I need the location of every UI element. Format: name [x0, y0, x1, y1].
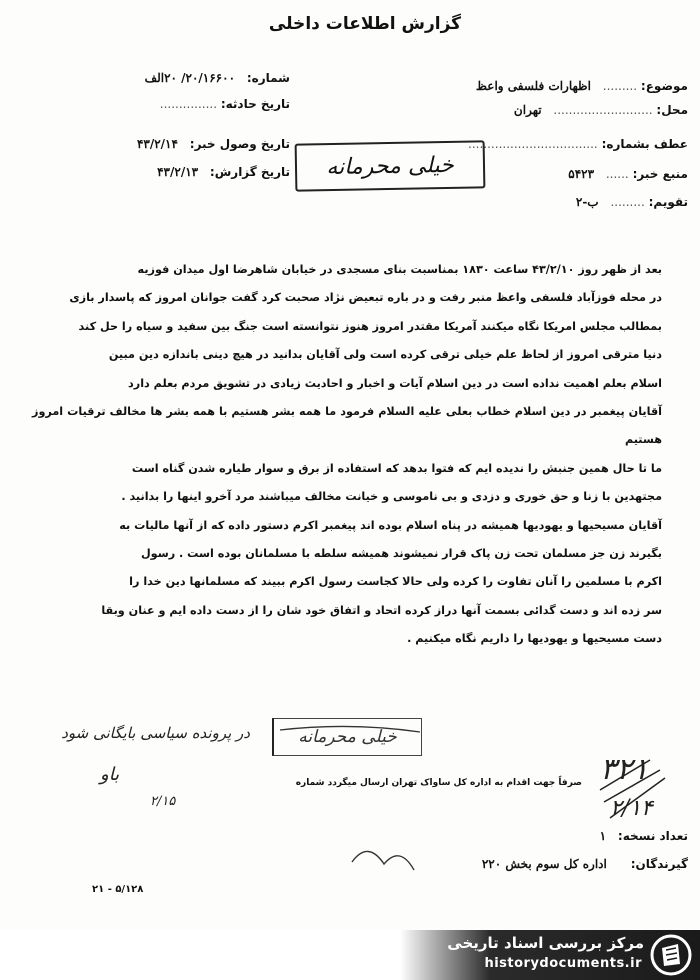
- subject-label: موضوع:: [640, 79, 688, 93]
- header-reference: [468, 136, 688, 152]
- received-date-value: ۴۳/۲/۱۴: [136, 137, 178, 151]
- header-number: [80, 70, 290, 86]
- received-date-label: تاریخ وصول خبر:: [189, 137, 290, 151]
- header-received-date: [80, 136, 290, 152]
- body-line: آقایان پیغمبر در دین اسلام خطاب بعلی علیه السلام فرمود ما همه بشر هستیم با همه بشر ها مخالف ترقیات امروز هستیم: [32, 405, 662, 447]
- routing-note: صرفاً جهت اقدام به اداره کل ساواک تهران ارسال میگردد شماره: [295, 778, 582, 788]
- evaluation-label: تقویم:: [648, 195, 688, 209]
- body-line: اکرم با مسلمین را آنان تفاوت را کرده ولی حالا کجاست رسول اکرم ببیند که مسلمانها دین خدا را: [129, 575, 662, 589]
- body-line: اسلام بعلم اهمیت نداده است در دین اسلام آیات و اخبار و احادیث زیادی در تشویق مردم بعلم دارد: [128, 376, 662, 390]
- header-evaluation: [576, 194, 688, 210]
- header-source: [568, 166, 688, 182]
- dots: .........: [610, 195, 645, 209]
- org-name: مرکز بررسی اسناد تاریخی: [447, 934, 644, 952]
- dots: ...............: [159, 97, 218, 111]
- copies-row: [600, 828, 688, 844]
- handwritten-initial: باو: [100, 764, 120, 785]
- dots: ..........................: [553, 103, 653, 117]
- dots: .........: [602, 79, 638, 93]
- number-label: شماره:: [246, 71, 290, 85]
- body-line: در محله فوزآباد فلسفی واعظ منبر رفت و در باره تبعیض نژاد صحبت کرد گفت جوانان امروز که پاسدار بازی: [69, 291, 662, 305]
- header-place: [514, 102, 688, 118]
- body-line: دنیا مترقی امروز از لحاظ علم خیلی ترقی کرده است ولی آقایان بدانید در هیچ دینی باندازه دین مبین: [108, 348, 662, 362]
- place-label: محل:: [656, 103, 688, 117]
- handwritten-note: در پرونده سیاسی بایگانی شود: [61, 724, 250, 742]
- bottom-code: ۲۱ - ۵/۱۲۸: [92, 884, 144, 895]
- source-label: منبع خبر:: [632, 167, 688, 181]
- margin-date: ۲/۱۴: [610, 796, 653, 821]
- header-report-date: [80, 164, 290, 180]
- header-subject: [476, 78, 688, 94]
- incident-date-label: تاریخ حادثه:: [220, 97, 290, 111]
- source-value: ۵۴۲۳: [568, 167, 595, 181]
- recipients-value: اداره کل سوم بخش ۲۲۰: [481, 857, 607, 871]
- dots: ..................................: [468, 137, 598, 151]
- classification-stamp: خیلی محرمانه: [295, 140, 486, 191]
- body-line: آقایان مسیحیها و یهودیها همیشه در پناه اسلام بوده اند پیغمبر اکرم دستور داده که از آنها مالیات به: [119, 518, 662, 532]
- body-line: بعد از ظهر روز ۴۳/۲/۱۰ ساعت ۱۸۳۰ بمناسبت بنای مسجدی در خیابان شاهرضا اول میدان فوزیه: [137, 263, 662, 276]
- report-date-value: ۴۳/۲/۱۳: [157, 165, 199, 179]
- margin-number: ۳۲۱: [600, 752, 649, 787]
- recipients-label: گیرندگان:: [630, 857, 688, 871]
- archive-logo-icon: [650, 934, 692, 976]
- report-date-label: تاریخ گزارش:: [209, 165, 290, 179]
- dots: ......: [605, 167, 629, 181]
- number-value: ۲۰/۱۶۶۰۰/ ۲۰الف: [144, 71, 236, 85]
- org-url[interactable]: historydocuments.ir: [484, 956, 642, 971]
- reference-label: عطف بشماره:: [601, 137, 688, 151]
- report-body: [32, 256, 662, 654]
- evaluation-value: ب-۲: [575, 195, 599, 209]
- body-line: بگیرند زن جز مسلمان تحت زن پاک قرار نمیشوند همیشه سلطه با مسلمانان بوده است . رسول: [140, 547, 662, 561]
- place-value: تهران: [513, 103, 542, 117]
- copies-label: تعداد نسخه:: [617, 829, 688, 843]
- body-line: ما تا حال همین جنبش را ندیده ایم که فتوا بدهد که استفاده از برق و سوار طیاره شدن گناه است: [131, 461, 662, 475]
- copies-value: ۱: [599, 829, 607, 843]
- subject-value: اظهارات فلسفی واعظ: [475, 79, 591, 93]
- body-line: مجتهدین با زنا و حق خوری و دزدی و بی ناموسی و خیانت مخالف میباشند مرد آخرو اینها را بدانید .: [121, 490, 662, 504]
- small-stamp: خیلی محرمانه: [272, 718, 422, 756]
- body-line: دست مسیحیها و یهودیها را داریم نگاه میکنیم .: [407, 632, 662, 646]
- body-line: بمطالب مجلس امریکا نگاه میکنند آمریکا مقتدر امروز هنوز نتوانسته است جنگ بین سفید و سیاه را حل کند: [78, 319, 662, 333]
- body-line: سر زده اند و دست گدائی بسمت آنها دراز کرده اتحاد و اتفاق خود شان را از دست داده ایم و عنان وبقا: [101, 603, 662, 617]
- recipients-row: [482, 856, 688, 872]
- handwritten-date: ۲/۱۵: [150, 794, 176, 809]
- header-incident-date: [80, 96, 290, 112]
- document-title: گزارش اطلاعات داخلی: [268, 14, 462, 34]
